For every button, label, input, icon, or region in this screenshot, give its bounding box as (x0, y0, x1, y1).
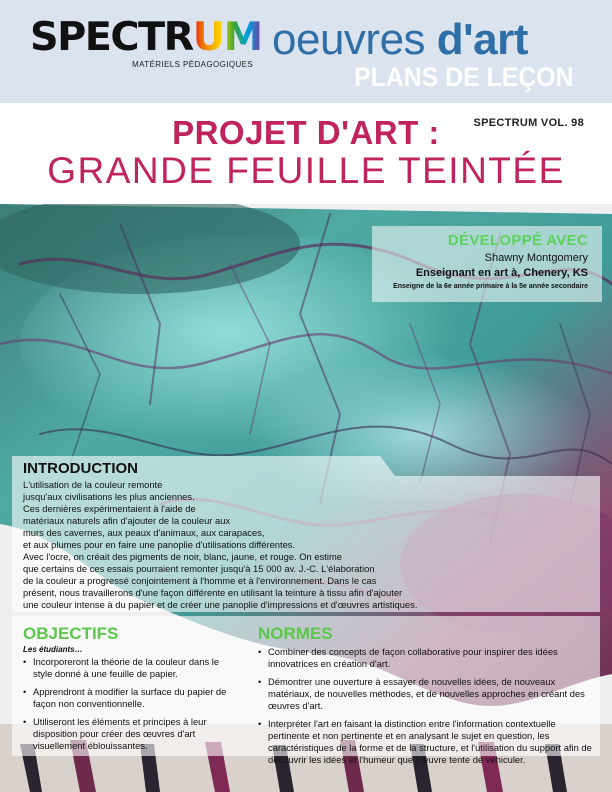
developed-with-block (393, 232, 588, 290)
intro-line: jusqu'aux civilisations les plus anciennes. (23, 491, 195, 502)
standards-heading: NORMES (258, 624, 333, 643)
volume-label: SPECTRUM VOL. 98 (473, 117, 584, 129)
logo-text-b: UM (192, 15, 262, 60)
intro-line: L'utilisation de la couleur remonte (23, 479, 163, 490)
logo-text-a: SPECTR (30, 15, 193, 60)
page-title-line2: GRANDE FEUILLE TEINTÉE (47, 150, 565, 191)
standard-item: • Combiner des concepts de façon collaborative pour inspirer des idées innovatrices en création d'art. (258, 646, 598, 670)
intro-line: une couleur intense à du papier et de créer une panoplie d'impressions et d'œuvres artistiques. (23, 599, 418, 610)
intro-line: que certains de ces essais pourraient remonter jusqu'à 15 000 av. J.-C. L'élaboration (23, 563, 375, 574)
objective-item: • Apprendront à modifier la surface du papier de façon non conventionnelle. (23, 686, 238, 710)
objectives-list (23, 656, 238, 758)
developed-heading: DÉVELOPPÉ AVEC (447, 232, 588, 249)
intro-line: Avec l'ocre, on créait des pigments de noir, blanc, jaune, et rouge. On estime (23, 551, 342, 562)
author-name: Shawny Montgomery (484, 252, 588, 264)
objective-item: • Incorporeront la théorie de la couleur dans le style donné à une feuille de papier. (23, 656, 238, 680)
author-note: Enseigne de la 6e année primaire à la 5e année secondaire (393, 283, 588, 290)
standards-list (258, 646, 598, 772)
intro-line: Ces dernières expérimentaient à l'aide de (23, 503, 196, 514)
standard-item: • Démontrer une ouverture à essayer de nouvelles idées, de nouveaux matériaux, de nouvelles méthodes, et de nouvelles approches en créant des œuvres d'art. (258, 676, 598, 712)
author-role: Enseignant en art à, Chenery, KS (415, 267, 588, 279)
page-title-line1: PROJET D'ART : (172, 114, 440, 151)
introduction-heading: INTRODUCTION (23, 460, 138, 477)
brand-title (272, 15, 528, 64)
objective-item: • Utiliseront les éléments et principes à leur disposition pour créer des œuvres d'art visuellement éblouissantes. (23, 716, 238, 752)
intro-line: matériaux naturels afin d'ajouter de la couleur aux (23, 515, 231, 526)
intro-line: de la couleur a progressé conjointement à l'homme et à l'environnement. Dans le cas (23, 575, 377, 586)
objectives-lead: Les étudiants… (23, 645, 83, 654)
logo-subtitle: MATÉRIELS PÉDAGOGIQUES (132, 60, 254, 69)
intro-line: et aux plumes pour en faire une panoplie d'utilisations différentes. (23, 539, 296, 550)
spectrum-logo (30, 15, 262, 60)
intro-line: murs des cavernes, aux peaux d'animaux, aux carapaces, (23, 527, 265, 538)
introduction-text (23, 479, 593, 611)
intro-line: présent, nous travaillerons d'une façon différente en utilisant la teinture à tissu afin d'ajouter (23, 587, 403, 598)
objectives-heading: OBJECTIFS (23, 624, 119, 643)
brand-title-light: oeuvres (272, 15, 437, 64)
page-header (0, 0, 612, 103)
brand-title-bold: d'art (436, 15, 528, 64)
standard-item: • Interpréter l'art en faisant la distinction entre l'information contextuelle pertinente et non pertinente et en analysant le sujet en question, les caractéristiques de la forme et de la structure, et l'utilisation du support afin de découvrir les idées et l'humeur que l'œuvre tente de véhiculer. (258, 718, 598, 766)
brand-subtitle: PLANS DE LEÇON (354, 62, 574, 92)
